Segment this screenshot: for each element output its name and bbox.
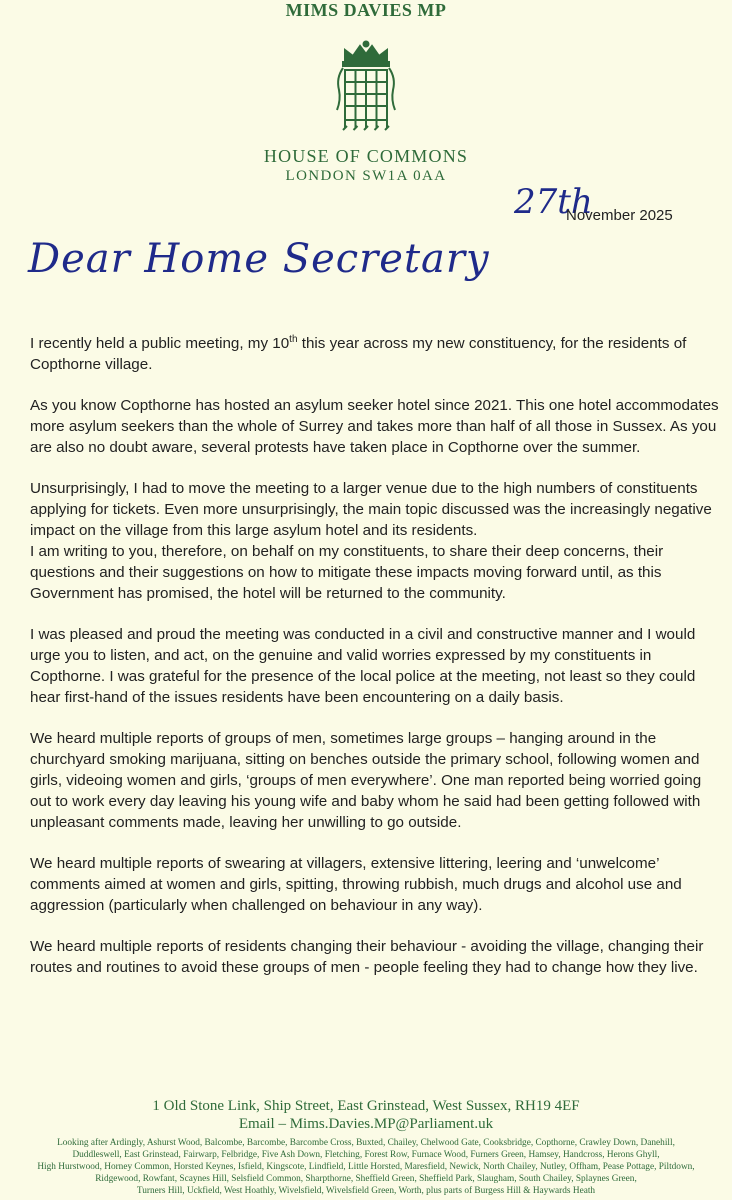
date-month-year: November 2025: [566, 207, 673, 224]
paragraph-2: As you know Copthorne has hosted an asylum seeker hotel since 2021. This one hotel accommodates more asylum seekers than the whole of Surrey and takes more than half of all those in Sussex. As you are also no doubt aware, several protests have taken place in Copthorne over the summer.: [30, 397, 719, 457]
paragraph-1: I recently held a public meeting, my 10th this year across my new constituency, for the residents of Copthorne village.: [30, 334, 687, 374]
office-address: 1 Old Stone Link, Ship Street, East Grinstead, West Sussex, RH19 4EF: [152, 1098, 580, 1114]
portcullis-icon: [331, 40, 401, 135]
email-address: Email – Mims.Davies.MP@Parliament.uk: [238, 1116, 494, 1132]
paragraph-5: I was pleased and proud the meeting was conducted in a civil and constructive manner and I would urge you to listen, and act, on the genuine and valid worries expressed by my constituents in Copthorne. I was grateful for the presence of the local police at the meeting, not least so they could hear first-hand of the issues residents have been encountering on a daily basis.: [30, 626, 696, 707]
paragraph-6: We heard multiple reports of groups of men, sometimes large groups – hanging around in the churchyard smoking marijuana, sitting on benches outside the primary school, following women and girls, videoing women and girls, ‘groups of men everywhere’. One man reported being worried going out to work every day leaving his young wife and baby whom he said had been getting followed with unpleasant comments made, leaving her unwilling to go outside.: [30, 730, 702, 832]
paragraph-4: I am writing to you, therefore, on behalf on my constituents, to share their deep concerns, their questions and their suggestions on how to mitigate these impacts moving forward until, as this Government has promised, the hotel will be returned to the community.: [30, 543, 664, 603]
salutation-handwritten: Dear Home Secretary: [28, 236, 490, 282]
areas-line-5: Turners Hill, Uckfield, West Hoathly, Wivelsfield, Wivelsfield Green, Worth, plus parts of Burgess Hill & Haywards Heath: [136, 1186, 596, 1196]
house-of-commons-heading: HOUSE OF COMMONS: [263, 146, 469, 166]
areas-line-1: Looking after Ardingly, Ashurst Wood, Balcombe, Barcombe, Barcombe Cross, Buxted, Chailey, Chelwood Gate, Cooksbridge, Copthorne, Crawley Down, Danehill,: [57, 1138, 675, 1148]
office-location: LONDON SW1A 0AA: [285, 168, 447, 184]
mp-name-heading: MIMS DAVIES MP: [285, 0, 447, 20]
paragraph-7: We heard multiple reports of swearing at villagers, extensive littering, leering and ‘unwelcome’ comments aimed at women and girls, spitting, throwing rubbish, much drugs and alcohol use and aggression (particularly when challenged on behaviour in any way).: [30, 855, 682, 915]
letter-body: [30, 329, 720, 998]
constituency-areas: [0, 1137, 732, 1197]
areas-line-4: Ridgewood, Rowfant, Scaynes Hill, Selsfield Common, Sharpthorne, Sheffield Green, Sheffield Park, Slaugham, South Chailey, Splaynes Green,: [95, 1174, 637, 1184]
paragraph-8: We heard multiple reports of residents changing their behaviour - avoiding the village, changing their routes and routines to avoid these groups of men - people feeling they had to change how they live.: [30, 938, 704, 977]
areas-line-2: Duddleswell, East Grinstead, Fairwarp, Felbridge, Five Ash Down, Fletching, Forest Row, Furnace Wood, Furners Green, Hamsey, Handcross, Herons Ghyll,: [72, 1150, 660, 1160]
paragraph-3: Unsurprisingly, I had to move the meeting to a larger venue due to the high numbers of constituents applying for tickets. Even more unsurprisingly, the main topic discussed was the increasingly negative impact on the village from this large asylum hotel and its residents.: [30, 480, 712, 540]
date-day-handwritten: 27th: [514, 182, 593, 222]
areas-line-3: High Hurstwood, Horney Common, Horsted Keynes, Isfield, Kingscote, Lindfield, Little Horsted, Maresfield, Newick, North Chailey, Nutley, Offham, Pease Pottage, Piltdown,: [37, 1162, 695, 1172]
